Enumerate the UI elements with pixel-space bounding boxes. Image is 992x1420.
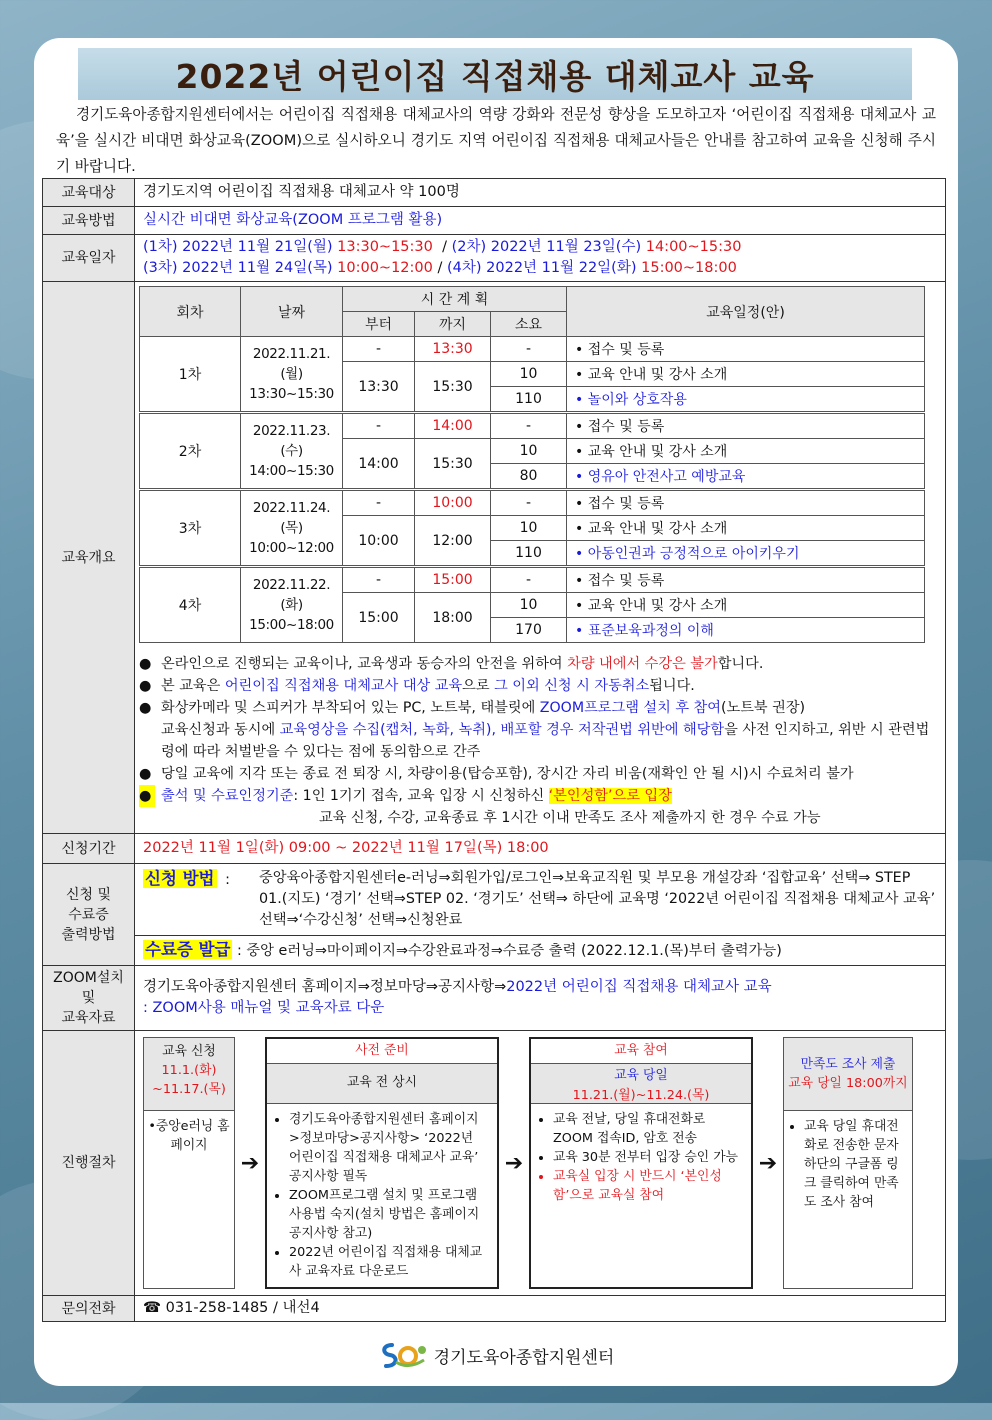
session-start: 10:00 — [415, 491, 491, 516]
session-plan: • 접수 및 등록 — [567, 568, 925, 593]
session-plan: • 교육 안내 및 강사 소개 — [567, 439, 925, 464]
overview-cell — [135, 282, 946, 834]
header-to: 까지 — [415, 312, 491, 337]
round3-time: 10:00~12:00 — [337, 260, 433, 276]
round4-date: (4차) 2022년 11월 22일(화) — [446, 260, 637, 276]
certificate-tag: 수료증 발급 — [145, 940, 231, 959]
notice-item: ● 온라인으로 진행되는 교육이나, 교육생과 동승자의 안전을 위하여 차량 내에서 수강은 불가합니다. — [139, 656, 764, 672]
notice-criteria-detail: 교육 신청, 수강, 교육종료 후 1시간 이내 만족도 조사 제출까지 한 경우 수료 가능 — [319, 810, 821, 826]
phone-icon: ☎ — [143, 1300, 162, 1316]
session-round: 2차 — [140, 414, 241, 489]
session-from: 10:00 — [343, 516, 415, 566]
apply-label: 신청 및 수료증 출력방법 — [43, 864, 135, 966]
session-date: 2022.11.23. (수) 14:00~15:30 — [241, 414, 343, 489]
session-from: 14:00 — [343, 439, 415, 489]
header-plan: 교육일정(안) — [567, 287, 925, 337]
notice-item: ● 화상카메라 및 스피커가 부착되어 있는 PC, 노트북, 태블릿에 ZOOM프로그램 설치 후 참여(노트북 권장) — [139, 700, 806, 716]
session-duration: - — [491, 491, 567, 516]
certificate-text: : 중앙 e러닝⇒마이페이지⇒수강완료과정⇒수료증 출력 (2022.12.1.(목)부터 출력가능) — [237, 943, 782, 959]
session-plan: • 놀이와 상호작용 — [567, 387, 925, 412]
arrow-icon: ➔ — [758, 1150, 778, 1176]
session-round: 3차 — [140, 491, 241, 566]
session-plan: • 교육 안내 및 강사 소개 — [567, 362, 925, 387]
session-start: 14:00 — [415, 414, 491, 439]
session-start: 13:30 — [415, 337, 491, 362]
session-row — [140, 337, 925, 362]
session-from: 15:00 — [343, 593, 415, 643]
overview-label: 교육개요 — [43, 282, 135, 834]
process-label: 진행절차 — [43, 1031, 135, 1296]
phone-number: 031-258-1485 / 내선4 — [165, 1300, 320, 1316]
step-survey: 만족도 조사 제출 교육 당일 18:00까지 • 교육 당일 휴대전화로 전송한 문자 하단의 구글폼 링크 클릭하여 만족도 조사 참여 — [783, 1037, 913, 1289]
arrow-icon: ➔ — [504, 1150, 524, 1176]
process-cell — [135, 1031, 946, 1296]
arrow-icon: ➔ — [240, 1150, 260, 1176]
session-round: 1차 — [140, 337, 241, 412]
notice-item: ● 당일 교육에 지각 또는 종료 전 퇴장 시, 차량이용(탑승포함), 장시간 자리 비움(재확인 안 될 시)시 수료처리 불가 — [139, 766, 854, 782]
apply-method: 신청 방법 : 중앙육아종합지원센터e-러닝⇒회원가입/로그인⇒보육교직원 및 부모용 개설강좌 ‘집합교육’ 선택⇒ STEP 01.(지도) ‘경기’ 선택⇒STEP 02. ‘경기도’ 선택⇒ 하단에 교육명 ‘2022년 어린이집 직접채용 대체교사 교육’ 선택⇒‘수강신청’ 선택⇒신청완료 — [135, 864, 945, 936]
session-duration: - — [491, 337, 567, 362]
footer — [34, 1340, 958, 1370]
notice-item: ● 본 교육은 어린이집 직접채용 대체교사 대상 교육으로 그 이외 신청 시 자동취소됩니다. — [139, 678, 695, 694]
session-plan: • 접수 및 등록 — [567, 337, 925, 362]
page — [34, 38, 958, 1386]
info-table — [42, 178, 946, 1322]
session-plan: • 아동인권과 긍정적으로 아이키우기 — [567, 541, 925, 566]
step-participation: 교육 참여 교육 당일 11.21.(월)~11.24.(목) • 교육 전날, 당일 휴대전화로 ZOOM 접속ID, 암호 전송 • 교육 30분 전부터 입장 승인 가능 • 교육실 입장 시 반드시 ‘본인성함’으로 교육실 참여 — [529, 1037, 753, 1289]
session-from: - — [343, 568, 415, 593]
apply-cell — [135, 864, 946, 966]
date-separator: / — [437, 260, 443, 276]
page-title: 2022년 어린이집 직접채용 대체교사 교육 — [175, 56, 815, 96]
session-to: 15:30 — [415, 439, 491, 489]
session-date: 2022.11.22. (화) 15:00~18:00 — [241, 568, 343, 643]
contact-label: 문의전화 — [43, 1296, 135, 1322]
round1-date: (1차) 2022년 11월 21일(월) — [143, 239, 333, 255]
apply-method-text: 중앙육아종합지원센터e-러닝⇒회원가입/로그인⇒보육교직원 및 부모용 개설강좌 ‘집합교육’ 선택⇒ STEP 01.(지도) ‘경기’ 선택⇒STEP 02. ‘경기도’ 선택⇒ 하단에 교육명 ‘2022년 어린이집 직접채용 대체교사 교육’ 선택⇒‘수강신청’ 선택⇒신청완료 — [259, 870, 936, 928]
step-preparation: 사전 준비 교육 전 상시 • 경기도육아종합지원센터 홈페이지>정보마당>공지사항> ‘2022년 어린이집 직접채용 대체교사 교육’ 공지사항 필독 • ZOOM프로그램 설치 및 프로그램 사용법 숙지(설치 방법은 홈페이지 공지사항 참고) • 2022년 어린이집 직접채용 대체교사 교육자료 다운로드 — [265, 1037, 499, 1289]
session-from: - — [343, 491, 415, 516]
notice-item-continued: 교육신청과 동시에 교육영상을 수집(캡처, 녹화, 녹취), 배포할 경우 저작권법 위반에 해당함을 사전 인지하고, 위반 시 관련법령에 따라 처벌받을 수 있다는 점에 동의함으로 간주 — [161, 722, 930, 760]
notice-list — [139, 653, 941, 829]
intro-paragraph: 경기도육아종합지원센터에서는 어린이집 직접채용 대체교사의 역량 강화와 전문성 향상을 도모하고자 ‘어린이집 직접채용 대체교사 교육’을 실시간 비대면 화상교육(ZOOM)으로 실시하오니 경기도 지역 어린이집 직접채용 대체교사들은 안내를 참고하여 교육을 신청해 주시기 바랍니다. — [56, 106, 936, 175]
session-duration: 110 — [491, 541, 567, 566]
notice-item-criteria: ● 출석 및 수료인정기준: 1인 1기기 접속, 교육 입장 시 신청하신 ‘본인성함’으로 입장 — [139, 785, 941, 807]
header-time-plan: 시 간 계 획 — [343, 287, 567, 312]
process-steps — [139, 1037, 941, 1289]
round1-time: 13:30~15:30 — [337, 239, 433, 255]
session-plan: • 접수 및 등록 — [567, 491, 925, 516]
session-plan: • 교육 안내 및 강사 소개 — [567, 516, 925, 541]
header-round: 회차 — [140, 287, 241, 337]
org-logo-icon — [378, 1340, 430, 1370]
session-duration: 10 — [491, 516, 567, 541]
session-plan: • 교육 안내 및 강사 소개 — [567, 593, 925, 618]
session-duration: 110 — [491, 387, 567, 412]
method-label: 교육방법 — [43, 207, 135, 235]
session-round: 4차 — [140, 568, 241, 643]
header-from: 부터 — [343, 312, 415, 337]
session-to: 15:30 — [415, 362, 491, 412]
zoom-label: ZOOM설치 및 교육자료 — [43, 966, 135, 1031]
session-duration: 10 — [491, 593, 567, 618]
step-apply: 교육 신청 11.1.(화) ~11.17.(목) •중앙e러닝 홈페이지 — [143, 1037, 235, 1289]
target-label: 교육대상 — [43, 179, 135, 207]
schedule-table — [139, 286, 925, 643]
session-from: - — [343, 414, 415, 439]
session-start: 15:00 — [415, 568, 491, 593]
session-date: 2022.11.21. (월) 13:30~15:30 — [241, 337, 343, 412]
session-date: 2022.11.24. (목) 10:00~12:00 — [241, 491, 343, 566]
session-to: 12:00 — [415, 516, 491, 566]
zoom-value: 경기도육아종합지원센터 홈페이지⇒정보마당⇒공지사항⇒2022년 어린이집 직접채용 대체교사 교육 : ZOOM사용 매뉴얼 및 교육자료 다운 — [135, 966, 946, 1031]
session-duration: 80 — [491, 464, 567, 489]
apply-method-tag: 신청 방법 — [145, 869, 215, 888]
certificate-issue — [135, 936, 945, 965]
period-value: 2022년 11월 1일(화) 09:00 ~ 2022년 11월 17일(목) 18:00 — [135, 834, 946, 864]
target-value: 경기도지역 어린이집 직접채용 대체교사 약 100명 — [135, 179, 946, 207]
session-duration: 10 — [491, 362, 567, 387]
round2-time: 14:00~15:30 — [645, 239, 742, 255]
session-plan: • 접수 및 등록 — [567, 414, 925, 439]
title-bar — [78, 48, 912, 100]
round2-date: (2차) 2022년 11월 23일(수) — [451, 239, 642, 255]
header-date: 날짜 — [241, 287, 343, 337]
session-duration: 170 — [491, 618, 567, 643]
contact-value — [135, 1296, 946, 1322]
method-value: 실시간 비대면 화상교육(ZOOM 프로그램 활용) — [135, 207, 946, 235]
session-plan: • 표준보육과정의 이해 — [567, 618, 925, 643]
session-from: 13:30 — [343, 362, 415, 412]
date-separator: / — [442, 239, 447, 255]
session-to: 18:00 — [415, 593, 491, 643]
org-name: 경기도육아종합지원센터 — [433, 1347, 615, 1368]
session-duration: - — [491, 568, 567, 593]
session-plan: • 영유아 안전사고 예방교육 — [567, 464, 925, 489]
session-row — [140, 414, 925, 439]
dates-label: 교육일자 — [43, 235, 135, 282]
session-row — [140, 568, 925, 593]
header-duration: 소요 — [491, 312, 567, 337]
round4-time: 15:00~18:00 — [641, 260, 737, 276]
session-duration: 10 — [491, 439, 567, 464]
session-row — [140, 491, 925, 516]
round3-date: (3차) 2022년 11월 24일(목) — [143, 260, 333, 276]
session-duration: - — [491, 414, 567, 439]
period-label: 신청기간 — [43, 834, 135, 864]
dates-value — [135, 235, 946, 282]
session-from: - — [343, 337, 415, 362]
